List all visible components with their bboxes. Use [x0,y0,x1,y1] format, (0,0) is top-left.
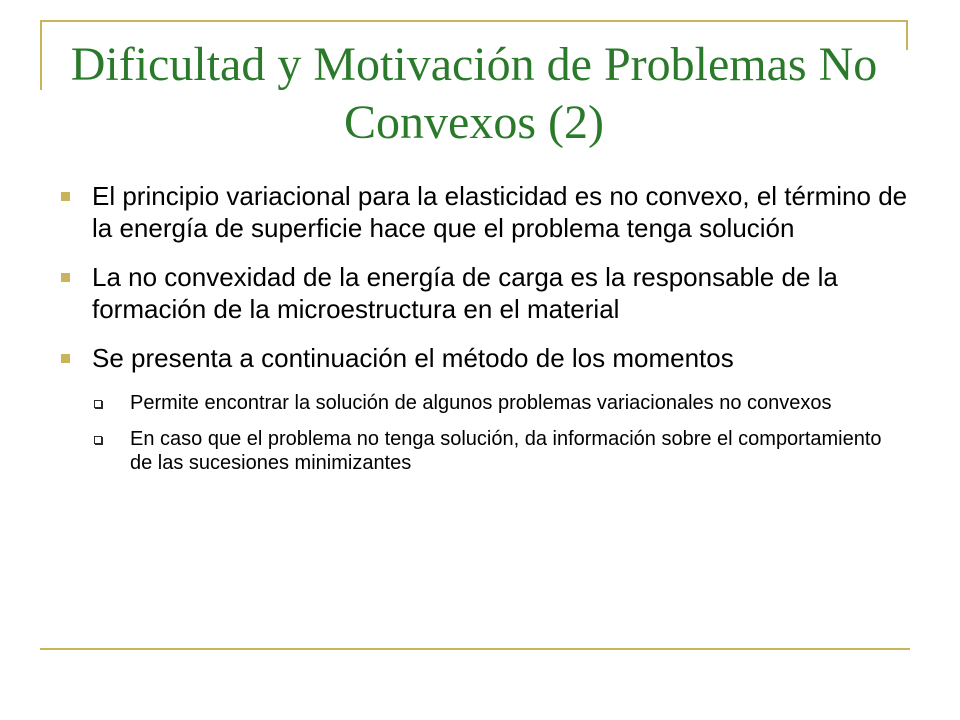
bullet-item [60,261,908,325]
frame-bottom-line [40,648,910,650]
bullet-text: El principio variacional para la elasticidad es no convexo, el término de la energía de superficie hace que el problema tenga solución [92,181,908,243]
sub-bullet-list [60,391,908,475]
sub-bullet-text: Permite encontrar la solución de algunos problemas variacionales no convexos [130,392,832,414]
slide-title: Dificultad y Motivación de Problemas No Convexos (2) [70,38,878,149]
hollow-square-bullet-icon [94,400,102,408]
sub-bullet-item [92,391,908,415]
square-bullet-icon [61,192,70,201]
bullet-text: Se presenta a continuación el método de los momentos [92,343,734,373]
sub-bullet-text: En caso que el problema no tenga solución, da información sobre el comportamiento de las sucesiones minimizantes [130,428,882,474]
slide-content [60,180,908,487]
square-bullet-icon [61,273,70,282]
hollow-square-bullet-icon [94,436,102,444]
bullet-item [60,342,908,374]
bullet-text: La no convexidad de la energía de carga es la responsable de la formación de la microestructura en el material [92,262,838,324]
frame-top-line [40,20,908,22]
square-bullet-icon [61,354,70,363]
sub-bullet-item [92,427,908,475]
bullet-item [60,180,908,244]
